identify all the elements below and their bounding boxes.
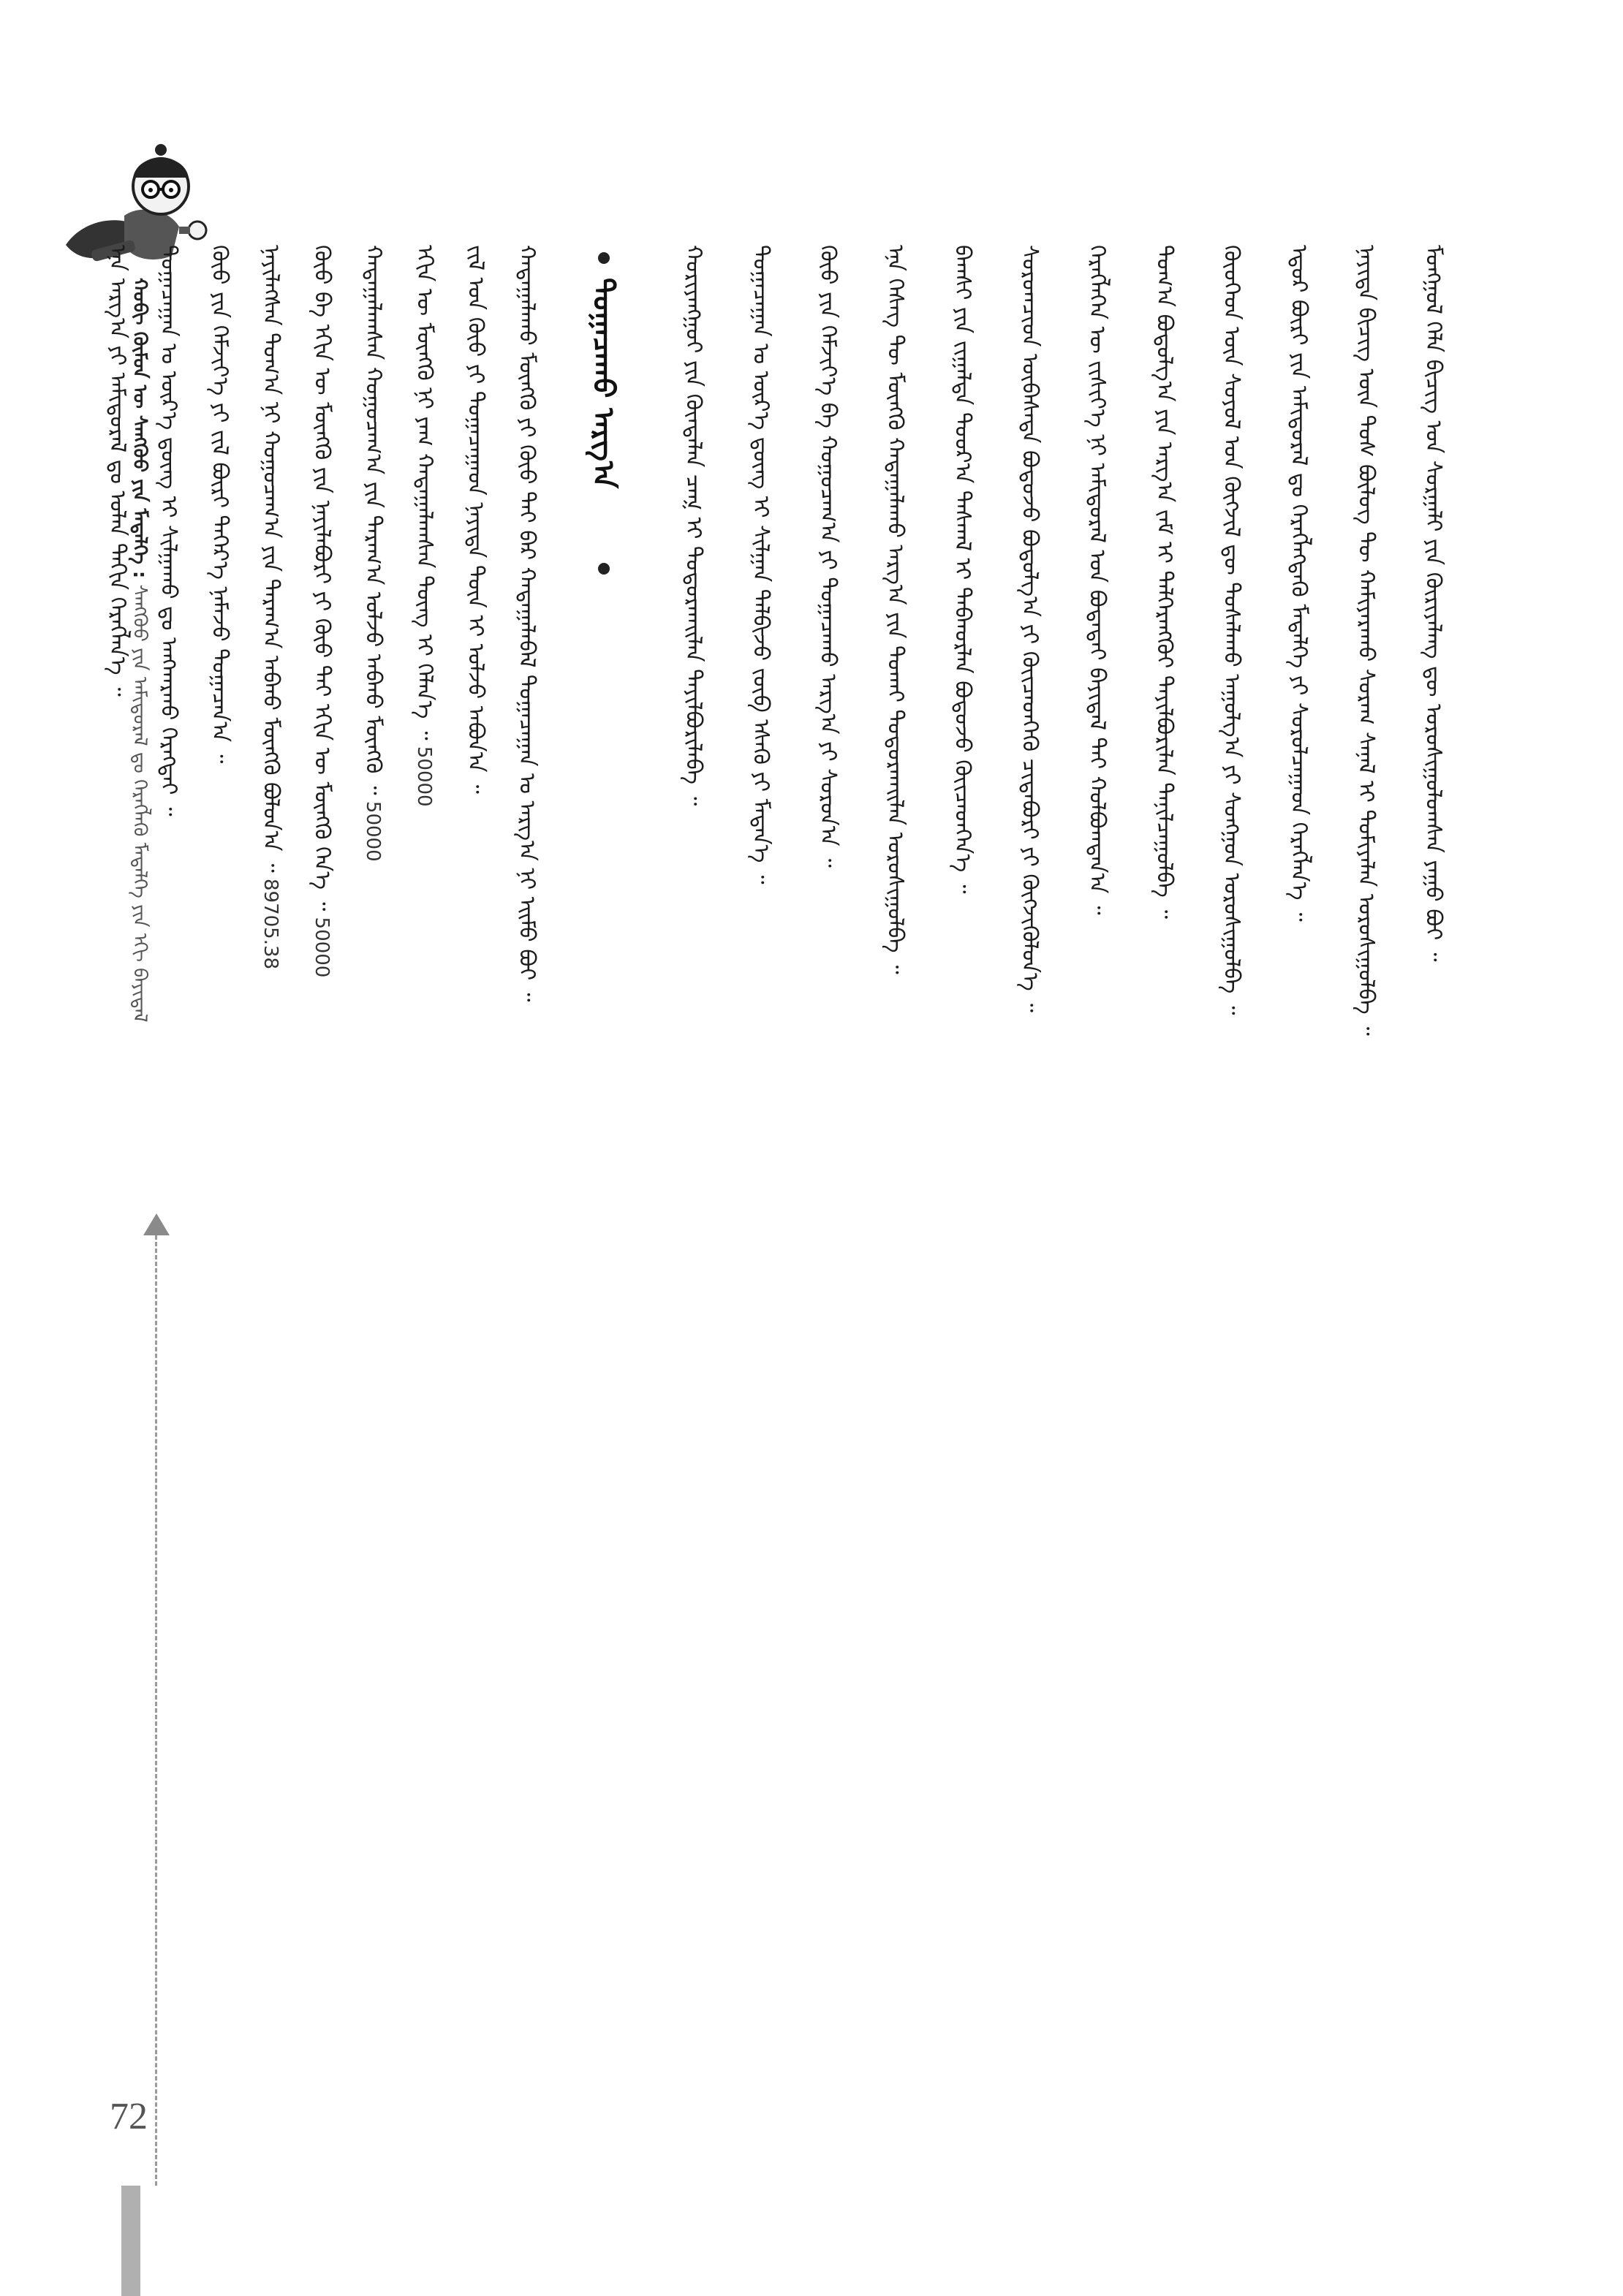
- body-text-column: ᠮᠣᠩᠭᠣᠯ ᠬᠡᠯᠡ ᠪᠢᠴᠢᠭ᠌ ᠤᠨ ᠰᠤᠷᠭᠠᠯᠢ ᠶᠢᠨ ᠬᠦᠷᠢᠶᠡᠯᠡᠩ ᠳᠦ ᠣᠷᠣᠰᠢᠭᠤᠯᠤᠭᠰᠠᠨ ᠶᠠᠭᠤ ᠪᠤᠢ ᠃: [1420, 245, 1446, 962]
- body-text-column: ᠲᠣᠭᠠᠴᠠᠭᠠᠨ ᠤ ᠦᠷ᠎ᠡ ᠳ᠋ᠦᠩ ᠢ ᠰᠢᠯᠭᠠᠨ ᠲᠠᠯᠪᠢᠵᠤ ᠵᠥᠪ ᠡᠰᠡᠬᠦ ᠶᠢ ᠮᠡᠳᠡᠨ᠎ᠡ ᠃: [748, 245, 773, 884]
- mascot-boy-icon: [51, 135, 227, 281]
- body-text-column: ᠬᠤᠷᠢᠶᠠᠩᠭᠤᠢ ᠶᠢᠨ ᠬᠥᠨᠳᠡᠯᠡᠨ ᠴᠡᠭ᠍ ᠢ ᠲᠣᠳᠣᠷᠬᠠᠢᠯᠠᠨ ᠲᠠᠶᠢᠯᠪᠤᠷᠢᠯᠠᠪᠠ ᠃: [681, 245, 706, 806]
- example-column: [157, 245, 179, 2036]
- body-text-column: ᠲᠣᠭ᠎ᠠ ᠪᠣᠳᠤᠯᠭ᠎ᠠ ᠶᠢᠨ ᠠᠷᠭ᠎ᠠ ᠵᠠᠮ ᠢ ᠳᠡᠯᠭᠡᠷᠡᠩᠭᠦᠢ ᠲᠠᠶᠢᠯᠪᠤᠷᠢᠯᠠᠨ ᠲᠠᠨᠢᠯᠴᠠᠭᠤᠯᠪᠠ ᠃: [1151, 245, 1177, 919]
- example-column: [413, 245, 435, 2036]
- body-text-column: ᠨᠡᠶᠢᠲᠡ ᠪᠢᠴᠢᠭ᠌ ᠦᠨ ᠳᠤᠰ ᠪᠦᠯᠦᠭ ᠲᠦ ᠬᠠᠮᠢᠶᠠᠷᠠᠬᠤ ᠰᠤᠷᠠᠭ ᠰᠠᠨᠠᠯ ᠢ ᠲᠣᠮᠢᠶᠠᠯᠠᠨ ᠣᠷᠣᠰᠢᠭᠤᠯᠪᠠ ᠃: [1353, 245, 1379, 1036]
- section-heading: ᠲᠣᠭᠠᠴᠠᠬᠤ ᠠᠷᠭ᠎ᠠ: [586, 278, 620, 489]
- example-column-text: ᠲᠣᠭᠠᠴᠠᠭᠠᠨ ᠤ ᠦᠷ᠎ᠡ ᠳ᠋ᠦᠩ ᠢ ᠰᠢᠯᠭᠠᠬᠤ ᠳᠤ ᠠᠩᠬᠠᠷᠬᠤ ᠬᠡᠷᠡᠭᠲᠡᠢ ᠃: [156, 245, 181, 817]
- example-column-text: ᠬᠦᠦ ᠶᠢᠨ ᠬᠡᠮᠵᠢᠶ᠎ᠡ ᠶᠢ ᠵᠢᠯ ᠪᠦᠷᠢ ᠳᠡᠭᠡᠷ᠎ᠡ ᠨᠡᠮᠡᠵᠦ ᠲᠣᠭᠠᠴᠠᠨ᠎ᠠ ᠃: [207, 245, 232, 764]
- example-number: 50000: [362, 795, 384, 862]
- example-column: [464, 245, 486, 2036]
- example-column: [514, 245, 540, 2036]
- example-number: 50000: [311, 911, 333, 978]
- example-column-text: ᠡᠬᠢᠨ ᠦ ᠮᠥᠩᠭᠦ ᠨᠢ ᠶᠠᠭ ᠬᠠᠳᠠᠭᠠᠯᠠᠭᠰᠠᠨ ᠳᠦᠩ ᠢ ᠬᠡᠯᠡᠨ᠎ᠡ ᠃: [412, 245, 437, 740]
- body-text-column: ᠡᠨᠡ ᠬᠡᠰᠡᠭ ᠲᠦ ᠮᠥᠩᠭᠦ ᠬᠠᠳᠠᠭᠠᠯᠠᠬᠤ ᠠᠷᠭ᠎ᠠ ᠶᠢᠨ ᠲᠤᠬᠠᠢ ᠲᠣᠳᠣᠷᠬᠠᠢᠯᠠᠨ ᠣᠷᠣᠰᠢᠭᠤᠯᠪᠠ ᠃: [882, 245, 908, 974]
- example-column: [362, 245, 384, 2036]
- example-column: [208, 245, 230, 2036]
- example-column: [311, 245, 333, 2036]
- running-head-bold: ᠬᠤᠪᠢ ᠬᠦᠮᠦᠨ ᠦ ᠰᠠᠩᠬᠦᠦ ᠶᠢᠨ ᠮᠡᠳᠡᠯᠭᠡ :: [129, 278, 151, 579]
- example-column: [106, 245, 128, 2036]
- example-number: 89705.38: [260, 872, 281, 970]
- example-column-text: ᠡᠨᠡ ᠠᠷᠭ᠎ᠠ ᠶᠢ ᠠᠮᠢᠳᠤᠷᠠᠯ ᠳᠤ ᠣᠯᠠᠨ ᠳᠠᠬᠢᠨ ᠬᠡᠷᠡᠭᠯᠡᠨ᠎ᠡ ᠃: [105, 245, 130, 697]
- body-text-column: ᠡᠳᠦᠷ ᠪᠦᠷᠢ ᠶᠢᠨ ᠠᠮᠢᠳᠤᠷᠠᠯ ᠳᠤ ᠬᠡᠷᠡᠭᠯᠡᠭᠳᠡᠬᠦ ᠮᠡᠳᠡᠯᠭᠡ ᠶᠢ ᠰᠤᠷᠤᠯᠴᠠᠭᠠᠳ ᠬᠡᠷᠡᠭᠯᠡᠨ᠎ᠡ ᠃: [1286, 245, 1312, 922]
- page-number: 72: [110, 2096, 148, 2137]
- body-text-column: ᠬᠡᠷᠡᠭᠯᠡᠭᠡᠨ ᠦ ᠵᠢᠱᠢᠶ᠎ᠡ ᠨᠢ ᠠᠮᠢᠳᠤᠷᠠᠯ ᠤᠨ ᠪᠣᠳᠠᠳᠠᠢ ᠪᠠᠶᠢᠳᠠᠯ ᠲᠠᠢ ᠬᠣᠯᠪᠣᠭᠳᠠᠨ᠎ᠠ ᠃: [1084, 245, 1110, 915]
- heading-bullet-top-icon: [598, 252, 610, 264]
- example-column-text: ᠵᠢᠯ ᠤᠨ ᠬᠦᠦ ᠶᠢ ᠲᠣᠭᠠᠴᠠᠭᠠᠳ ᠨᠡᠶᠢᠲᠡ ᠳᠦᠨ ᠢ ᠣᠯᠵᠤ ᠠᠪᠤᠨ᠎ᠠ ᠃: [463, 245, 488, 794]
- body-text-column: ᠬᠦᠦ ᠶᠢᠨ ᠬᠡᠮᠵᠢᠶ᠎ᠡ ᠪᠠ ᠬᠤᠭᠤᠴᠠᠭ᠎ᠠ ᠶᠢ ᠲᠣᠭᠠᠴᠠᠬᠤ ᠠᠷᠭ᠎ᠠ ᠶᠢ ᠰᠤᠷᠤᠨ᠎ᠠ ᠃: [815, 245, 841, 868]
- heading-bullet-bottom-icon: [598, 563, 610, 575]
- example-column-text: ᠬᠠᠳᠠᠭᠠᠯᠠᠭᠰᠠᠨ ᠬᠤᠭᠤᠴᠠᠭ᠎ᠠ ᠶᠢᠨ ᠳᠠᠷᠠᠭ᠎ᠠ ᠣᠯᠵᠤ ᠠᠪᠬᠤ ᠮᠥᠩᠭᠦ ᠃: [360, 245, 386, 795]
- running-head: [130, 278, 149, 1206]
- body-text-column: ᠰᠤᠷᠤᠭᠴᠢᠳ ᠥᠪᠡᠰᠡᠳᠡ ᠪᠣᠳᠣᠵᠤ ᠪᠣᠳᠤᠯᠭ᠎ᠠ ᠶᠢ ᠭᠦᠢᠴᠡᠳᠭᠡᠬᠦ ᠴᠢᠳᠠᠪᠤᠷᠢ ᠶᠢ ᠬᠥᠭᠵᠢᠭᠦᠯᠦᠨ᠎ᠡ ᠃: [1017, 245, 1043, 1013]
- example-column-text: ᠨᠡᠶᠢᠯᠡᠭᠰᠡᠨ ᠲᠣᠭ᠎ᠠ ᠨᠢ ᠬᠤᠭᠤᠴᠠᠭ᠎ᠠ ᠶᠢᠨ ᠳᠠᠷᠠᠭ᠎ᠠ ᠠᠪᠬᠤ ᠮᠥᠩᠭᠦ ᠪᠣᠯᠤᠨ᠎ᠠ ᠃: [258, 245, 284, 873]
- page-edge-tab: [121, 2186, 140, 2296]
- example-column-text: ᠬᠦᠦ ᠪᠠ ᠡᠬᠢᠨ ᠦ ᠮᠥᠩᠭᠦ ᠶᠢᠨ ᠨᠡᠶᠢᠯᠡᠪᠦᠷᠢ ᠶᠢ ᠬᠦᠦ ᠲᠠᠢ ᠡᠬᠢᠨ ᠦ ᠮᠥᠩᠭᠦ ᠭᠡᠨ᠎ᠡ ᠃: [309, 245, 335, 912]
- example-column: [258, 245, 284, 2036]
- running-head-rest: ᠰᠠᠩᠬᠦᠦ ᠶᠢᠨ ᠠᠮᠢᠳᠤᠷᠠᠯ ᠳᠤ ᠬᠡᠷᠡᠭᠯᠡᠬᠦ ᠮᠡᠳᠡᠯᠭᠡ ᠶᠢᠨ ᠡᠬᠢ ᠪᠠᠶᠢᠳᠠᠯ: [129, 584, 151, 1023]
- example-number: 50000: [413, 740, 435, 807]
- body-text-column: ᠬᠦᠦᠬᠡᠳ ᠦᠨ ᠰᠣᠶᠤᠯ ᠤᠨ ᠬᠥᠭᠵᠢᠯ ᠳᠦ ᠲᠤᠰᠠᠯᠠᠬᠤ ᠠᠭᠤᠯᠭ᠎ᠠ ᠶᠢ ᠰᠣᠩᠭᠣᠨ ᠣᠷᠣᠰᠢᠭᠤᠯᠪᠠ ᠃: [1219, 245, 1244, 1015]
- body-text-column: ᠪᠠᠭᠰᠢ ᠶᠢᠨ ᠵᠢᠭᠠᠯᠲᠠ ᠳᠣᠣᠷ᠎ᠠ ᠳᠠᠰᠬᠠᠯ ᠢ ᠳᠠᠪᠬᠤᠷᠯᠠᠨ ᠪᠣᠳᠤᠵᠤ ᠭᠦᠢᠴᠡᠳᠭᠡᠨ᠎ᠡ ᠃: [950, 245, 975, 894]
- example-column-text: ᠬᠠᠳᠠᠭᠠᠯᠠᠬᠤ ᠮᠥᠩᠭᠦ ᠶᠢ ᠬᠦᠦ ᠲᠠᠢ ᠪᠡᠷ ᠬᠠᠳᠠᠭᠠᠯᠠᠪᠠᠯ ᠲᠣᠭᠠᠴᠠᠭᠠᠨ ᠤ ᠠᠷᠭ᠎ᠠ ᠨᠢ ᠡᠢᠮᠦ ᠪᠤᠢ ᠃: [514, 245, 540, 1002]
